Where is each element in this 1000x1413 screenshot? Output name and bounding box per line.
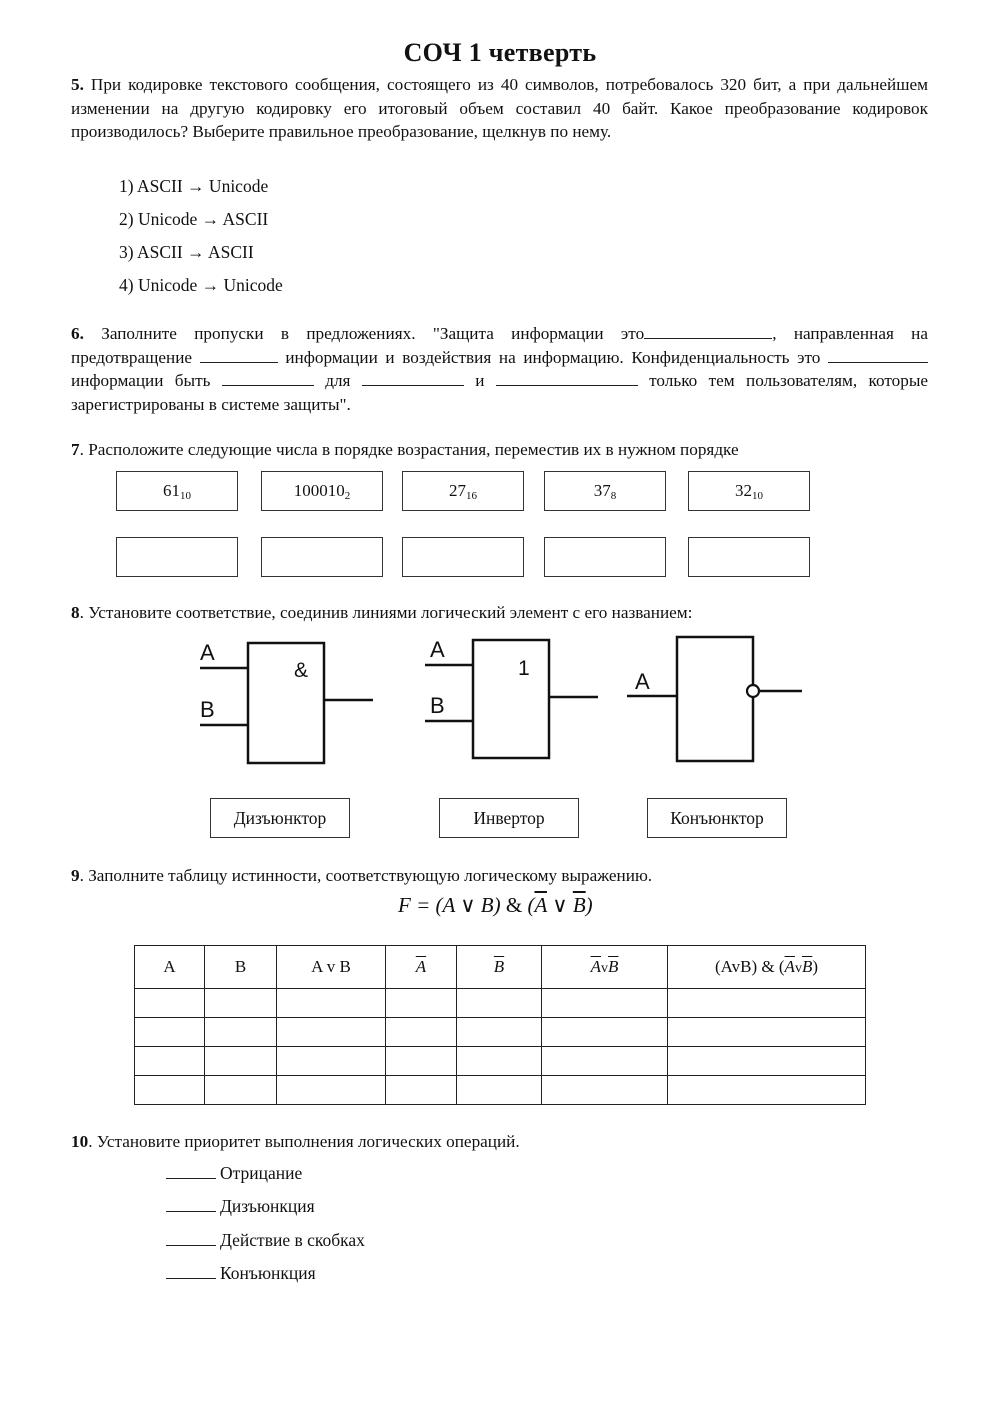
table-cell[interactable] [205,1018,277,1047]
fill-blank-5[interactable] [362,371,464,386]
question-number: 10 [71,1132,89,1151]
number-card[interactable] [688,471,810,511]
question-text: . Расположите следующие числа в порядке возрастания, переместив их в нужном порядке [79,440,739,459]
header-text: $\overline{B}$ [608,957,619,976]
table-cell[interactable] [277,989,386,1018]
and-gate-diagram[interactable] [190,630,380,770]
answer-option-4[interactable]: 4) Unicode → Unicode [119,275,283,295]
column-header-result [668,946,866,989]
fill-blank-4[interactable] [222,371,314,386]
priority-label: Конъюнкция [220,1263,316,1283]
question-text: и [475,371,485,390]
question-text: только тем пользователям, которые зарегистрированы в системе защиты". [71,371,929,414]
number-value: 100010 [293,481,345,500]
number-card[interactable] [116,471,238,511]
question-text: . Заполните таблицу истинности, соответствующую логическому выражению. [79,866,653,885]
table-cell[interactable] [542,989,668,1018]
gate-symbol: 1 [518,657,530,680]
table-cell[interactable] [205,1076,277,1105]
table-cell[interactable] [277,1047,386,1076]
number-base: 10 [180,490,191,502]
table-cell[interactable] [542,1076,668,1105]
table-cell[interactable] [135,1018,205,1047]
table-cell[interactable] [386,1076,457,1105]
formula-part: ( [527,893,535,917]
number-base: 16 [466,490,477,502]
input-label-b: B [200,697,215,722]
column-header-a-or-b: A v B [277,946,386,989]
drop-slot-1[interactable] [116,537,238,577]
table-cell[interactable] [457,1047,542,1076]
not-gate-diagram[interactable] [610,625,810,770]
fill-blank-3[interactable] [828,348,928,363]
question-9 [71,864,928,888]
input-label-a: A [635,669,650,694]
table-cell[interactable] [542,1047,668,1076]
header-text: $\overline{B}$ [493,957,505,976]
formula-part: ) [585,893,593,917]
priority-label: Отрицание [220,1163,303,1183]
table-cell[interactable] [205,1047,277,1076]
question-text: . Установите соответствие, соединив линиями логический элемент с его названием: [79,603,693,622]
question-number: 9 [71,866,80,885]
table-cell[interactable] [457,1076,542,1105]
formula-part: F = [398,893,436,917]
question-text: информации быть [71,371,211,390]
question-text: . Установите приоритет выполнения логических операций. [88,1132,520,1151]
drop-slot-2[interactable] [261,537,383,577]
table-row [135,1018,866,1047]
formula-part: $\overline{A}$ [534,893,547,917]
question-5 [71,73,928,144]
or-gate-diagram[interactable] [420,630,610,770]
number-base: 10 [752,490,763,502]
drop-slot-5[interactable] [688,537,810,577]
priority-item-conjunction [166,1263,316,1284]
page-title: СОЧ 1 четверть [403,38,597,67]
question-text: Заполните пропуски в предложениях. "Защита информации это [101,324,645,343]
gate-symbol: & [294,659,309,682]
number-card[interactable] [261,471,383,511]
priority-item-disjunction [166,1196,315,1217]
number-card[interactable] [544,471,666,511]
header-text: $\overline{A}$ [590,957,601,976]
input-label-b: B [430,693,445,718]
answer-option-2[interactable]: 2) Unicode → ASCII [119,209,269,229]
priority-label: Действие в скобках [220,1230,365,1250]
priority-blank[interactable] [166,1264,216,1279]
priority-label: Дизъюнкция [220,1196,315,1216]
table-cell[interactable] [277,1018,386,1047]
question-text: При кодировке текстового сообщения, состоящего из 40 символов, потребовалось 320 бит, а при дальнейшем изменении на другую кодировку его итоговый объем составил 40 байт. Какое преобразование кодировок производилось? Выберите правильное преобразование, щелкнув по нему. [71,75,928,141]
logic-formula [398,893,593,918]
question-8 [71,601,928,625]
formula-part: & [500,893,528,917]
question-6 [71,322,928,416]
table-cell[interactable] [668,989,866,1018]
question-text: , направленная на предотвращение [71,324,929,367]
table-cell[interactable] [386,1047,457,1076]
table-cell[interactable] [668,1076,866,1105]
answer-option-3[interactable]: 3) ASCII → ASCII [119,242,254,262]
table-cell[interactable] [135,1076,205,1105]
table-cell[interactable] [277,1076,386,1105]
header-text: v [794,961,802,976]
table-row [135,1076,866,1105]
question-10 [71,1130,928,1154]
table-cell[interactable] [135,1047,205,1076]
gate-name-disjunctor[interactable]: Дизъюнктор [210,798,350,838]
number-base: 8 [610,490,617,502]
question-number: 6. [71,324,84,343]
table-cell[interactable] [668,1018,866,1047]
input-label-a: A [200,640,215,665]
column-header-not-a [386,946,457,989]
table-row [135,989,866,1018]
question-7 [71,438,928,462]
header-text: ) [812,957,818,976]
question-text: для [325,371,351,390]
table-row [135,1047,866,1076]
table-cell[interactable] [668,1047,866,1076]
table-cell[interactable] [135,989,205,1018]
table-cell[interactable] [457,1018,542,1047]
input-label-a: A [430,637,445,662]
header-text: $\overline{A}$ [784,957,795,976]
priority-item-negation [166,1163,302,1184]
column-header-not-b [457,946,542,989]
column-header-a: A [135,946,205,989]
table-cell[interactable] [205,989,277,1018]
question-text: информации и воздействия на информацию. Конфиденциальность это [285,347,821,367]
question-number: 8 [71,603,80,622]
gate-name-inverter[interactable]: Инвертор [439,798,579,838]
inversion-bubble-icon [747,685,759,697]
formula-part: ∨ [546,893,573,917]
formula-part: (A ∨ B) [435,893,501,917]
question-number: 5. [71,75,84,94]
number-value: 37 [593,481,611,500]
priority-blank[interactable] [166,1197,216,1212]
number-value: 32 [735,481,752,500]
drop-slot-4[interactable] [544,537,666,577]
number-value: 61 [163,481,180,500]
drop-slot-3[interactable] [402,537,524,577]
number-base: 2 [344,490,351,502]
header-text: $\overline{B}$ [801,957,813,976]
fill-blank-6[interactable] [496,371,638,386]
answer-option-1[interactable]: 1) ASCII → Unicode [119,176,269,196]
table-cell[interactable] [542,1018,668,1047]
gate-name-conjunctor[interactable]: Конъюнктор [647,798,787,838]
header-text: v [601,961,608,976]
table-header-row [135,946,866,989]
priority-blank[interactable] [166,1231,216,1246]
column-header-not-a-or-not-b [542,946,668,989]
header-text: $\overline{A}$ [415,957,427,976]
column-header-b: B [205,946,277,989]
priority-blank[interactable] [166,1164,216,1179]
priority-item-brackets [166,1230,365,1251]
truth-table [134,945,866,1105]
table-cell[interactable] [386,1018,457,1047]
number-card[interactable] [402,471,524,511]
question-number: 7 [71,440,80,459]
table-cell[interactable] [457,989,542,1018]
table-cell[interactable] [386,989,457,1018]
number-value: 27 [449,481,466,500]
header-text: (AvB) & ( [714,957,785,976]
formula-part: $\overline{B}$ [572,893,586,917]
fill-blank-1[interactable] [644,324,772,339]
fill-blank-2[interactable] [200,348,278,363]
